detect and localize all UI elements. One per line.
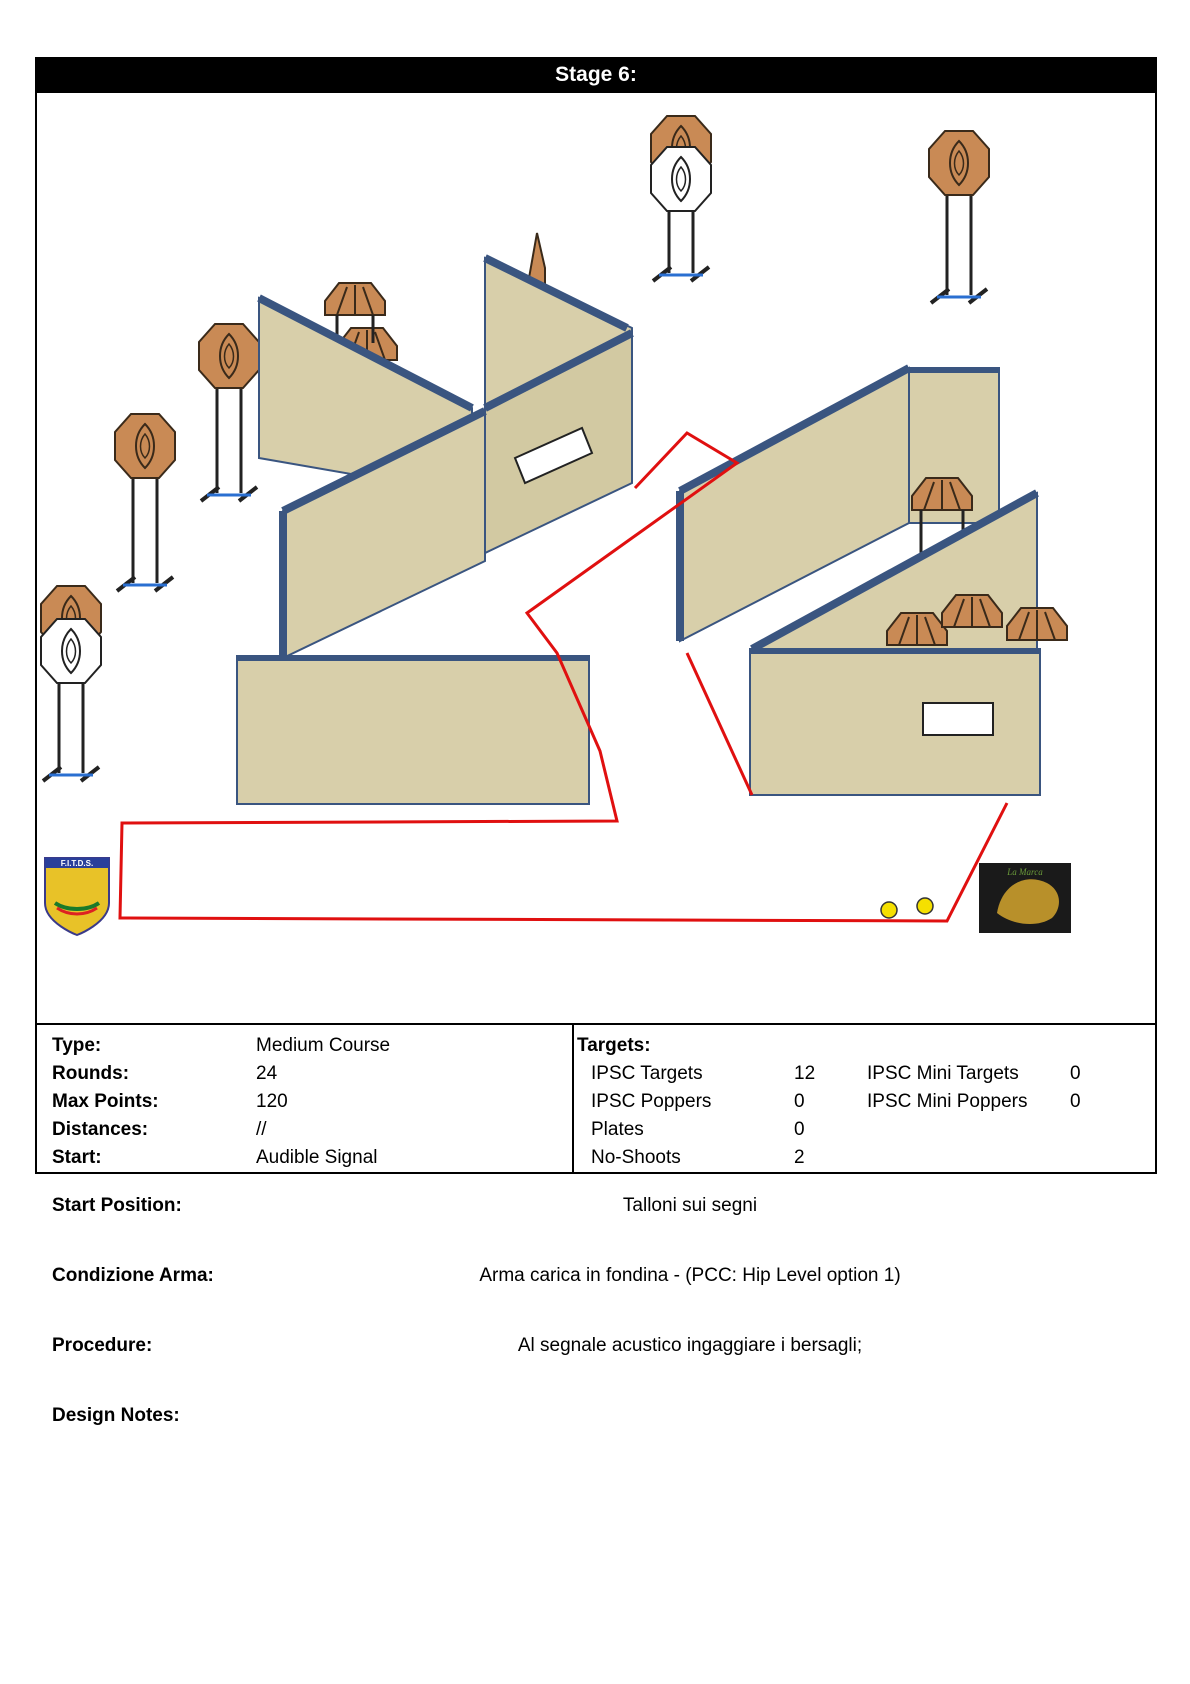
ipsc-poppers-label: IPSC Poppers <box>591 1091 712 1112</box>
plates-count: 0 <box>794 1119 805 1140</box>
ipsc-target <box>199 324 259 388</box>
start-label: Start: <box>52 1147 102 1168</box>
ipsc-targets-label: IPSC Targets <box>591 1063 703 1084</box>
procedure-value: Al segnale acustico ingaggiare i bersagli; <box>517 1335 863 1356</box>
popper-target <box>1007 608 1067 640</box>
stage-diagram <box>37 93 1155 1023</box>
ipsc-mini-poppers-label: IPSC Mini Poppers <box>867 1091 1028 1112</box>
popper-target <box>912 478 972 510</box>
fitds-logo <box>45 858 109 935</box>
rounds-value: 24 <box>256 1063 278 1084</box>
max-points-value: 120 <box>256 1091 288 1112</box>
popper-target <box>942 595 1002 627</box>
max-points-label: Max Points: <box>52 1091 159 1112</box>
target-stand <box>117 473 173 591</box>
ipsc-target <box>929 131 989 195</box>
start-position-label: Start Position: <box>52 1195 182 1216</box>
weapon-condition-value: Arma carica in fondina - (PCC: Hip Level option 1) <box>479 1265 901 1286</box>
type-label: Type: <box>52 1035 102 1056</box>
weapon-condition-label: Condizione Arma: <box>52 1265 214 1286</box>
distances-label: Distances: <box>52 1119 149 1140</box>
popper-target <box>325 283 385 315</box>
ipsc-mini-targets-count: 0 <box>1070 1063 1081 1084</box>
ipsc-target <box>115 414 175 478</box>
ipsc-poppers-count: 0 <box>794 1091 805 1112</box>
ipsc-targets-count: 12 <box>794 1063 816 1084</box>
type-value: Medium Course <box>256 1035 391 1056</box>
start-value: Audible Signal <box>256 1147 378 1168</box>
rounds-label: Rounds: <box>52 1063 130 1084</box>
plates-label: Plates <box>591 1119 644 1140</box>
target-stand <box>931 185 987 303</box>
start-marker <box>881 902 897 918</box>
shooting-area-line <box>687 653 752 795</box>
target-stand <box>201 383 257 501</box>
no-shoot-target <box>651 147 711 211</box>
procedure-label: Procedure: <box>52 1335 153 1356</box>
popper-target <box>887 613 947 645</box>
start-position-value: Talloni sui segni <box>622 1195 758 1216</box>
design-notes-label: Design Notes: <box>52 1405 180 1426</box>
stage-info-table <box>35 1023 1157 1174</box>
start-marker <box>917 898 933 914</box>
table-divider <box>572 1025 574 1172</box>
targets-label: Targets: <box>577 1035 651 1056</box>
wall <box>750 649 1040 795</box>
ipsc-mini-poppers-count: 0 <box>1070 1091 1081 1112</box>
ipsc-mini-targets-label: IPSC Mini Targets <box>867 1063 1019 1084</box>
stage-title: Stage 6: <box>35 57 1157 93</box>
distances-value: // <box>256 1119 267 1140</box>
no-shoot-target <box>41 619 101 683</box>
fitds-logo-text: F.I.T.D.S. <box>60 859 94 868</box>
lion-logo <box>979 863 1071 933</box>
lion-logo-text: La Marca <box>1007 867 1043 877</box>
no-shoots-count: 2 <box>794 1147 805 1168</box>
no-shoots-label: No-Shoots <box>591 1147 681 1168</box>
wall <box>237 656 589 804</box>
